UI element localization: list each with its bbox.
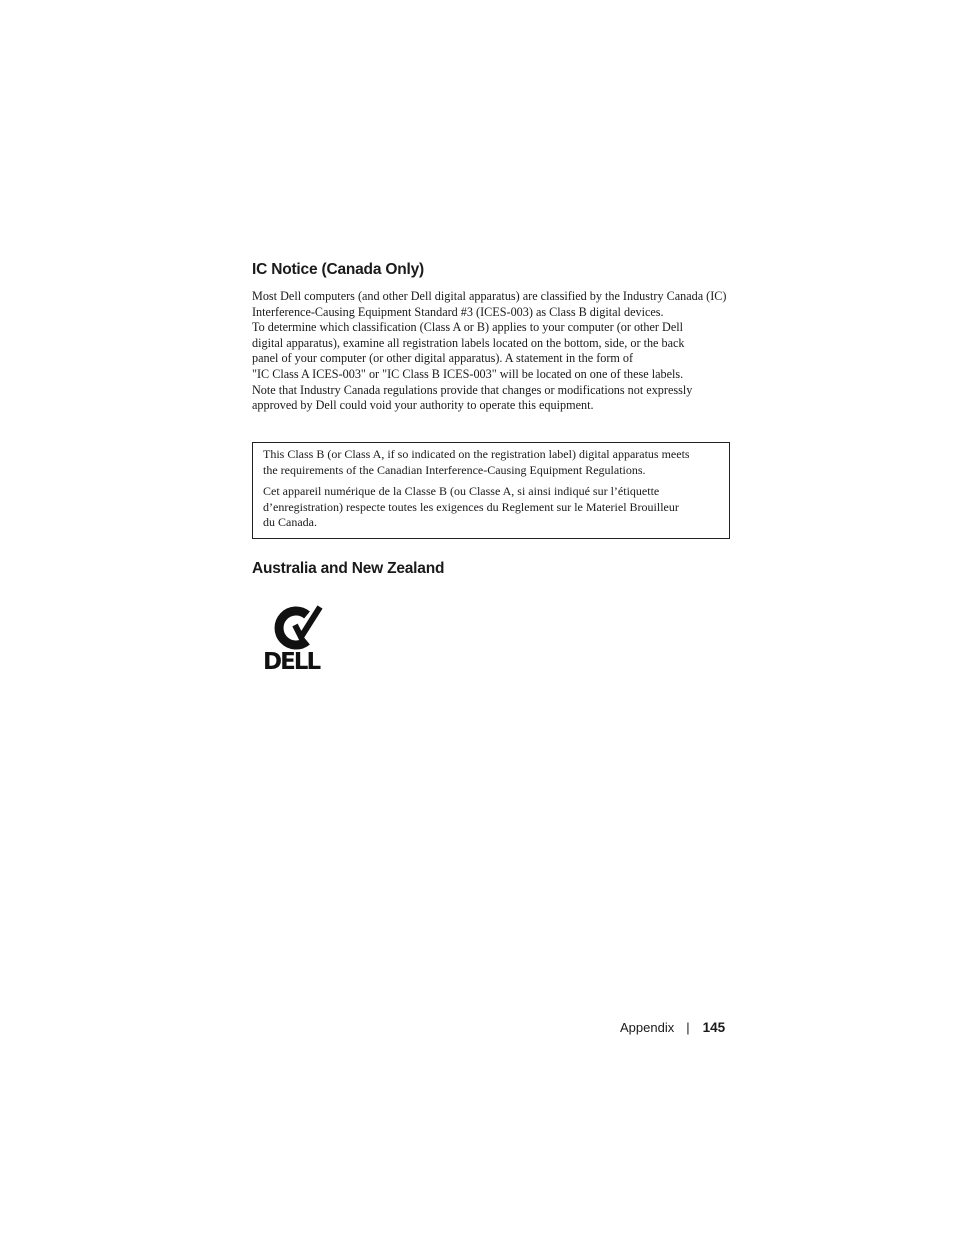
ic-notice-line: Note that Industry Canada regulations provide that changes or modifications not expressly: [252, 382, 693, 397]
page-footer: [620, 1020, 725, 1035]
ic-notice-line: "IC Class A ICES-003" or "IC Class B ICES-003" will be located on one of these labels.: [252, 366, 684, 381]
bilingual-notice-box: [252, 442, 730, 539]
ic-notice-line: digital apparatus), examine all registration labels located on the bottom, side, or the back: [252, 335, 685, 350]
ic-notice-body: [252, 289, 742, 414]
ic-notice-line: Interference-Causing Equipment Standard #3 (ICES-003) as Class B digital devices.: [252, 304, 664, 319]
english-notice-line: the requirements of the Canadian Interference-Causing Equipment Regulations.: [263, 462, 646, 477]
australia-nz-heading: Australia and New Zealand: [252, 560, 445, 577]
ic-notice-line: approved by Dell could void your authority to operate this equipment.: [252, 398, 594, 413]
dell-wordmark: DELL: [263, 649, 320, 672]
english-notice-line: This Class B (or Class A, if so indicated on the registration label) digital apparatus meets: [263, 447, 690, 461]
french-notice-line: Cet appareil numérique de la Classe B (ou Classe A, si ainsi indiqué sur l’étiquette: [263, 484, 660, 499]
ic-notice-line: Most Dell computers (and other Dell digital apparatus) are classified by the Industry Canada (IC): [252, 289, 727, 303]
page-number: 145: [702, 1020, 726, 1035]
footer-separator: |: [686, 1020, 690, 1035]
footer-section-label: Appendix: [620, 1020, 675, 1035]
ic-notice-line: To determine which classification (Class A or B) applies to your computer (or other Dell: [252, 320, 684, 335]
english-notice: [263, 447, 719, 478]
ic-notice-heading: IC Notice (Canada Only): [252, 261, 424, 278]
french-notice-line: d’enregistration) respecte toutes les exigences du Reglement sur le Materiel Brouilleur: [263, 499, 679, 514]
c-tick-dell-logo: [262, 603, 342, 672]
c-tick-mark-icon: [262, 603, 342, 672]
french-notice: [263, 484, 719, 531]
ic-notice-line: panel of your computer (or other digital apparatus). A statement in the form of: [252, 351, 634, 366]
french-notice-line: du Canada.: [263, 515, 317, 530]
